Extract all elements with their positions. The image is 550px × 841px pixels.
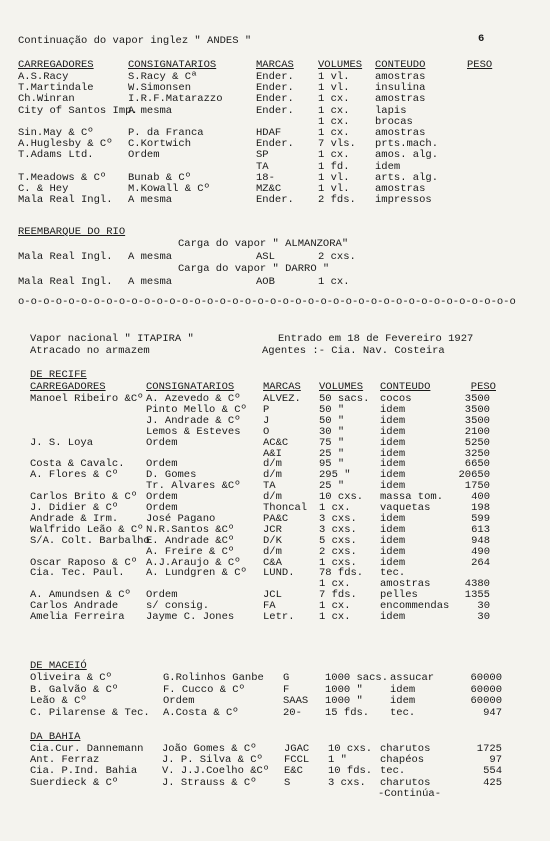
vessel-name: Vapor nacional " ITAPIRA " — [30, 333, 194, 345]
andes-consignee-cell: Bunab & Cº — [128, 171, 192, 184]
andes-consignee-cell: M.Kowall & Cº — [128, 183, 210, 195]
recife-content-cell: idem — [380, 458, 406, 471]
column-header-content: CONTEUDO — [380, 381, 431, 393]
andes-volume-cell: 1 vl. — [318, 82, 350, 95]
recife-weight-cell: 1750 — [464, 480, 490, 493]
recife-volume-cell: 1 cx. — [319, 578, 351, 591]
andes-mark-cell: Ender. — [256, 82, 294, 95]
recife-volume-cell: 1 cx. — [319, 600, 351, 613]
maceio-shipper-cell: B. Galvão & Cº — [30, 683, 119, 696]
andes-shipper-cell: C. & Hey — [18, 183, 69, 195]
andes-volume-cell: 1 cx. — [318, 149, 350, 162]
recife-mark-cell: d/m — [263, 458, 282, 471]
maceio-content-cell: assucar — [390, 672, 435, 684]
recife-consignee-cell: Ordem — [146, 502, 178, 514]
bahia-volume-cell: 10 fds. — [328, 765, 373, 778]
recife-content-cell: encommendas — [380, 600, 450, 613]
andes-consignee-cell: W.Simonsen — [128, 82, 192, 95]
recife-weight-cell: 599 — [471, 512, 490, 525]
recife-mark-cell: JCR — [263, 523, 282, 536]
recife-volume-cell: 25 " — [319, 480, 345, 493]
reembarque-cell: 1 cx. — [318, 276, 350, 288]
andes-consignee-cell: I.R.F.Matarazzo — [128, 93, 223, 106]
recife-content-cell: cocos — [380, 393, 412, 405]
maceio-content-cell: idem — [390, 695, 416, 707]
bahia-mark-cell: S — [284, 776, 291, 789]
recife-consignee-cell: N.R.Santos &Cº — [146, 523, 235, 536]
recife-consignee-cell: J. Andrade & Cº — [146, 414, 241, 427]
column-header-volume: VOLUMES — [318, 59, 363, 71]
bahia-weight-cell: 425 — [483, 776, 502, 789]
andes-content-cell: prts.mach. — [375, 138, 439, 151]
maceio-weight-cell: 60000 — [470, 683, 502, 696]
recife-shipper-cell: Manoel Ribeiro &Cº — [30, 393, 144, 405]
reembarque-cell: AOB — [256, 276, 275, 288]
page-title: Continuação do vapor inglez " ANDES " — [18, 35, 252, 47]
andes-volume-cell: 1 cx. — [318, 115, 350, 128]
recife-weight-cell: 3500 — [464, 403, 490, 416]
recife-weight-cell: 30 — [477, 611, 490, 623]
bahia-shipper-cell: Ant. Ferraz — [30, 754, 100, 767]
entry-date: Entrado em 18 de Fevereiro 1927 — [278, 333, 474, 345]
recife-content-cell: pelles — [380, 589, 418, 602]
reembarque-cell: Mala Real Ingl. — [18, 251, 113, 263]
recife-mark-cell: PA&C — [263, 512, 289, 525]
recife-mark-cell: D/K — [263, 534, 282, 547]
recife-weight-cell: 20650 — [458, 469, 490, 482]
section-heading: REEMBARQUE DO RIO — [18, 226, 126, 238]
recife-consignee-cell: Ordem — [146, 436, 178, 449]
recife-mark-cell: C&A — [263, 556, 282, 569]
recife-consignee-cell: E. Andrade &Cº — [146, 534, 235, 547]
andes-volume-cell: 1 cx. — [318, 127, 350, 139]
recife-content-cell: idem — [380, 469, 406, 482]
page-number: 6 — [478, 33, 485, 45]
bahia-consignee-cell: J. P. Silva & Cº — [162, 754, 263, 767]
recife-volume-cell: 7 fds. — [319, 589, 357, 602]
andes-content-cell: arts. alg. — [375, 171, 439, 184]
maceio-mark-cell: SAAS — [283, 695, 309, 707]
column-header-volume: VOLUMES — [319, 381, 364, 393]
andes-content-cell: insulina — [375, 82, 426, 95]
recife-volume-cell: 1 cx. — [319, 502, 351, 514]
recife-weight-cell: 490 — [471, 545, 490, 558]
recife-shipper-cell: S/A. Colt. Barbalho — [30, 534, 150, 547]
recife-weight-cell: 30 — [477, 600, 490, 613]
andes-mark-cell: Ender. — [256, 104, 294, 117]
recife-content-cell: idem — [380, 512, 406, 525]
column-header-content: CONTEUDO — [375, 59, 426, 71]
andes-shipper-cell: Sin.May & Cº — [18, 127, 94, 139]
recife-content-cell: tec. — [380, 567, 406, 580]
andes-mark-cell: HDAF — [256, 127, 282, 139]
andes-volume-cell: 7 vls. — [318, 138, 356, 151]
recife-consignee-cell: Tr. Alvares &Cº — [146, 480, 241, 493]
recife-consignee-cell: José Pagano — [146, 512, 216, 525]
column-header-consignee: CONSIGNATARIOS — [146, 381, 235, 393]
maceio-mark-cell: G — [283, 672, 290, 684]
andes-shipper-cell: City of Santos Imp. — [18, 104, 138, 117]
recife-weight-cell: 400 — [471, 491, 490, 504]
bahia-weight-cell: 554 — [483, 765, 502, 778]
andes-shipper-cell: Ch.Winran — [18, 93, 75, 106]
recife-shipper-cell: Carlos Brito & Cº — [30, 491, 138, 504]
andes-content-cell: amos. alg. — [375, 149, 439, 162]
recife-mark-cell: J — [263, 414, 270, 427]
andes-content-cell: amostras — [375, 127, 426, 139]
column-header-consignee: CONSIGNATARIOS — [128, 59, 217, 71]
reembarque-cell: A mesma — [128, 251, 173, 263]
andes-consignee-cell: A mesma — [128, 194, 173, 207]
maceio-weight-cell: 947 — [483, 706, 502, 719]
recife-mark-cell: JCL — [263, 589, 282, 602]
recife-weight-cell: 4380 — [464, 578, 490, 591]
section-heading: DE MACEIÓ — [30, 660, 87, 672]
recife-weight-cell: 948 — [471, 534, 490, 547]
recife-shipper-cell: A. Flores & Cº — [30, 469, 119, 482]
recife-mark-cell: O — [263, 425, 270, 438]
column-header-weight: PESO — [467, 59, 493, 71]
recife-shipper-cell: Carlos Andrade — [30, 600, 119, 613]
andes-volume-cell: 1 vl. — [318, 171, 350, 184]
maceio-shipper-cell: Leão & Cº — [30, 695, 87, 707]
bahia-weight-cell: 97 — [489, 754, 502, 767]
andes-content-cell: amostras — [375, 71, 426, 83]
docked-note: Atracado no armazem — [30, 345, 150, 357]
recife-content-cell: idem — [380, 523, 406, 536]
bahia-content-cell: charutos — [380, 776, 431, 789]
recife-consignee-cell: D. Gomes — [146, 469, 197, 482]
recife-consignee-cell: A.J.Araujo & Cº — [146, 556, 241, 569]
bahia-content-cell: charutos — [380, 743, 431, 755]
andes-mark-cell: TA — [256, 160, 269, 173]
recife-consignee-cell: Ordem — [146, 458, 178, 471]
maceio-content-cell: tec. — [390, 706, 416, 719]
recife-content-cell: idem — [380, 403, 406, 416]
recife-volume-cell: 1 cxs. — [319, 556, 357, 569]
andes-volume-cell: 1 fd. — [318, 160, 350, 173]
recife-consignee-cell: Jayme C. Jones — [146, 611, 235, 623]
recife-shipper-cell: Walfrido Leão & Cº — [30, 523, 144, 536]
recife-volume-cell: 75 " — [319, 436, 345, 449]
andes-consignee-cell: C.Kortwich — [128, 138, 192, 151]
bahia-shipper-cell: Cia.Cur. Dannemann — [30, 743, 144, 755]
column-header-weight: PESO — [470, 381, 496, 393]
recife-volume-cell: 3 cxs. — [319, 523, 357, 536]
andes-content-cell: impressos — [375, 194, 432, 207]
recife-volume-cell: 50 " — [319, 403, 345, 416]
andes-content-cell: lapis — [375, 104, 407, 117]
maceio-shipper-cell: Oliveira & Cº — [30, 672, 112, 684]
bahia-weight-cell: 1725 — [476, 743, 502, 755]
recife-volume-cell: 50 sacs. — [319, 393, 370, 405]
andes-consignee-cell: Ordem — [128, 149, 160, 162]
maceio-volume-cell: 1000 " — [325, 695, 363, 707]
bahia-consignee-cell: J. Strauss & Cº — [162, 776, 257, 789]
separator-line: o-o-o-o-o-o-o-o-o-o-o-o-o-o-o-o-o-o-o-o-o-o-o-o-o-o-o-o-o-o-o-o-o-o-o-o-o-o-o-o — [18, 296, 516, 308]
recife-content-cell: idem — [380, 556, 406, 569]
cargo-caption: Carga do vapor " ALMANZORA" — [178, 238, 349, 250]
andes-volume-cell: 1 vl. — [318, 71, 350, 83]
recife-content-cell: idem — [380, 436, 406, 449]
column-header-shipper: CARREGADORES — [30, 381, 106, 393]
maceio-consignee-cell: F. Cucco & Cº — [163, 683, 245, 696]
recife-volume-cell: 10 cxs. — [319, 491, 364, 504]
recife-shipper-cell: Andrade & Irm. — [30, 512, 119, 525]
reembarque-cell: A mesma — [128, 276, 173, 288]
recife-content-cell: idem — [380, 480, 406, 493]
andes-shipper-cell: Mala Real Ingl. — [18, 194, 113, 207]
andes-content-cell: idem — [375, 160, 401, 173]
maceio-volume-cell: 1000 sacs. — [325, 672, 389, 684]
recife-shipper-cell: A. Amundsen & Cº — [30, 589, 131, 602]
andes-mark-cell: Ender. — [256, 194, 294, 207]
recife-content-cell: idem — [380, 414, 406, 427]
bahia-volume-cell: 1 " — [328, 754, 347, 767]
recife-weight-cell: 3500 — [464, 393, 490, 405]
recife-consignee-cell: Ordem — [146, 589, 178, 602]
recife-mark-cell: FA — [263, 600, 276, 613]
recife-mark-cell: A&I — [263, 447, 282, 460]
maceio-consignee-cell: G.Rolinhos Ganbe — [163, 672, 264, 684]
recife-shipper-cell: Oscar Raposo & Cº — [30, 556, 138, 569]
maceio-volume-cell: 15 fds. — [325, 706, 370, 719]
andes-volume-cell: 2 fds. — [318, 194, 356, 207]
recife-volume-cell: 25 " — [319, 447, 345, 460]
bahia-content-cell: tec. — [380, 765, 406, 778]
andes-mark-cell: Ender. — [256, 138, 294, 151]
maceio-content-cell: idem — [390, 683, 416, 696]
bahia-volume-cell: 3 cxs. — [328, 776, 366, 789]
recife-weight-cell: 3500 — [464, 414, 490, 427]
recife-consignee-cell: Pinto Mello & Cº — [146, 403, 247, 416]
column-header-mark: MARCAS — [256, 59, 294, 71]
maceio-consignee-cell: Ordem — [163, 695, 195, 707]
recife-volume-cell: 295 " — [319, 469, 351, 482]
bahia-consignee-cell: João Gomes & Cº — [162, 743, 257, 755]
recife-consignee-cell: A. Lundgren & Cº — [146, 567, 247, 580]
bahia-mark-cell: JGAC — [284, 743, 310, 755]
maceio-weight-cell: 60000 — [470, 672, 502, 684]
agents-note: Agentes :- Cia. Nav. Costeira — [262, 345, 445, 357]
recife-volume-cell: 50 " — [319, 414, 345, 427]
andes-mark-cell: Ender. — [256, 93, 294, 106]
column-header-shipper: CARREGADORES — [18, 59, 94, 71]
recife-consignee-cell: A. Azevedo & Cº — [146, 393, 241, 405]
bahia-shipper-cell: Cia. P.Ind. Bahia — [30, 765, 138, 778]
maceio-weight-cell: 60000 — [470, 695, 502, 707]
bahia-volume-cell: 10 cxs. — [328, 743, 373, 755]
recife-weight-cell: 198 — [471, 502, 490, 514]
andes-shipper-cell: T.Meadows & Cº — [18, 171, 107, 184]
andes-volume-cell: 1 vl. — [318, 183, 350, 195]
maceio-volume-cell: 1000 " — [325, 683, 363, 696]
cargo-caption: Carga do vapor " DARRO " — [178, 263, 330, 275]
bahia-shipper-cell: Suerdieck & Cº — [30, 776, 119, 789]
section-heading: DA BAHIA — [30, 731, 81, 743]
andes-volume-cell: 1 cx. — [318, 104, 350, 117]
recife-weight-cell: 264 — [471, 556, 490, 569]
recife-consignee-cell: s/ consig. — [146, 600, 210, 613]
recife-volume-cell: 3 cxs. — [319, 512, 357, 525]
andes-consignee-cell: P. da Franca — [128, 127, 204, 139]
section-heading: DE RECIFE — [30, 369, 87, 381]
recife-content-cell: massa tom. — [380, 491, 444, 504]
recife-content-cell: idem — [380, 447, 406, 460]
recife-shipper-cell: Amelia Ferreira — [30, 611, 125, 623]
recife-mark-cell: d/m — [263, 469, 282, 482]
bahia-mark-cell: FCCL — [284, 754, 310, 767]
recife-weight-cell: 2100 — [464, 425, 490, 438]
recife-content-cell: idem — [380, 534, 406, 547]
andes-content-cell: brocas — [375, 115, 413, 128]
recife-volume-cell: 78 fds. — [319, 567, 364, 580]
andes-shipper-cell: T.Adams Ltd. — [18, 149, 94, 162]
recife-mark-cell: Thoncal — [263, 502, 308, 514]
recife-weight-cell: 3250 — [464, 447, 490, 460]
recife-consignee-cell: Ordem — [146, 491, 178, 504]
recife-weight-cell: 5250 — [464, 436, 490, 449]
recife-weight-cell: 1355 — [464, 589, 490, 602]
recife-mark-cell: d/m — [263, 491, 282, 504]
andes-mark-cell: Ender. — [256, 71, 294, 83]
andes-volume-cell: 1 cx. — [318, 93, 350, 106]
recife-consignee-cell: A. Freire & Cº — [146, 545, 235, 558]
recife-volume-cell: 95 " — [319, 458, 345, 471]
maceio-mark-cell: 20- — [283, 706, 302, 719]
column-header-mark: MARCAS — [263, 381, 301, 393]
recife-mark-cell: d/m — [263, 545, 282, 558]
andes-mark-cell: MZ&C — [256, 183, 282, 195]
recife-volume-cell: 5 cxs. — [319, 534, 357, 547]
bahia-mark-cell: E&C — [284, 765, 303, 778]
recife-content-cell: vaquetas — [380, 502, 431, 514]
reembarque-cell: ASL — [256, 251, 275, 263]
recife-mark-cell: ALVEZ. — [263, 393, 301, 405]
recife-shipper-cell: Cia. Tec. Paul. — [30, 567, 125, 580]
andes-mark-cell: 18- — [256, 171, 275, 184]
andes-consignee-cell: S.Racy & Cª — [128, 71, 198, 83]
andes-shipper-cell: A.Huglesby & Cº — [18, 138, 113, 151]
recife-weight-cell: 613 — [471, 523, 490, 536]
recife-volume-cell: 30 " — [319, 425, 345, 438]
recife-mark-cell: AC&C — [263, 436, 289, 449]
maceio-shipper-cell: C. Pilarense & Tec. — [30, 706, 150, 719]
andes-content-cell: amostras — [375, 183, 426, 195]
maceio-mark-cell: F — [283, 683, 290, 696]
recife-mark-cell: LUND. — [263, 567, 295, 580]
recife-shipper-cell: Costa & Cavalc. — [30, 458, 125, 471]
maceio-consignee-cell: A.Costa & Cº — [163, 706, 239, 719]
recife-mark-cell: TA — [263, 480, 276, 493]
recife-volume-cell: 1 cx. — [319, 611, 351, 623]
recife-shipper-cell: J. Didier & Cº — [30, 502, 119, 514]
andes-content-cell: amostras — [375, 93, 426, 106]
reembarque-cell: 2 cxs. — [318, 251, 356, 263]
recife-weight-cell: 6650 — [464, 458, 490, 471]
recife-volume-cell: 2 cxs. — [319, 545, 357, 558]
andes-mark-cell: SP — [256, 149, 269, 162]
andes-shipper-cell: A.S.Racy — [18, 71, 69, 83]
recife-shipper-cell: J. S. Loya — [30, 436, 94, 449]
recife-content-cell: idem — [380, 545, 406, 558]
reembarque-cell: Mala Real Ingl. — [18, 276, 113, 288]
recife-content-cell: amostras — [380, 578, 431, 591]
continues-note: -Continúa- — [378, 788, 442, 800]
recife-content-cell: idem — [380, 425, 406, 438]
andes-consignee-cell: A mesma — [128, 104, 173, 117]
recife-consignee-cell: Lemos & Esteves — [146, 425, 241, 438]
recife-mark-cell: Letr. — [263, 611, 295, 623]
bahia-consignee-cell: V. J.J.Coelho &Cº — [162, 765, 270, 778]
andes-shipper-cell: T.Martindale — [18, 82, 94, 95]
recife-content-cell: idem — [380, 611, 406, 623]
bahia-content-cell: chapéos — [380, 754, 425, 767]
recife-mark-cell: P — [263, 403, 270, 416]
